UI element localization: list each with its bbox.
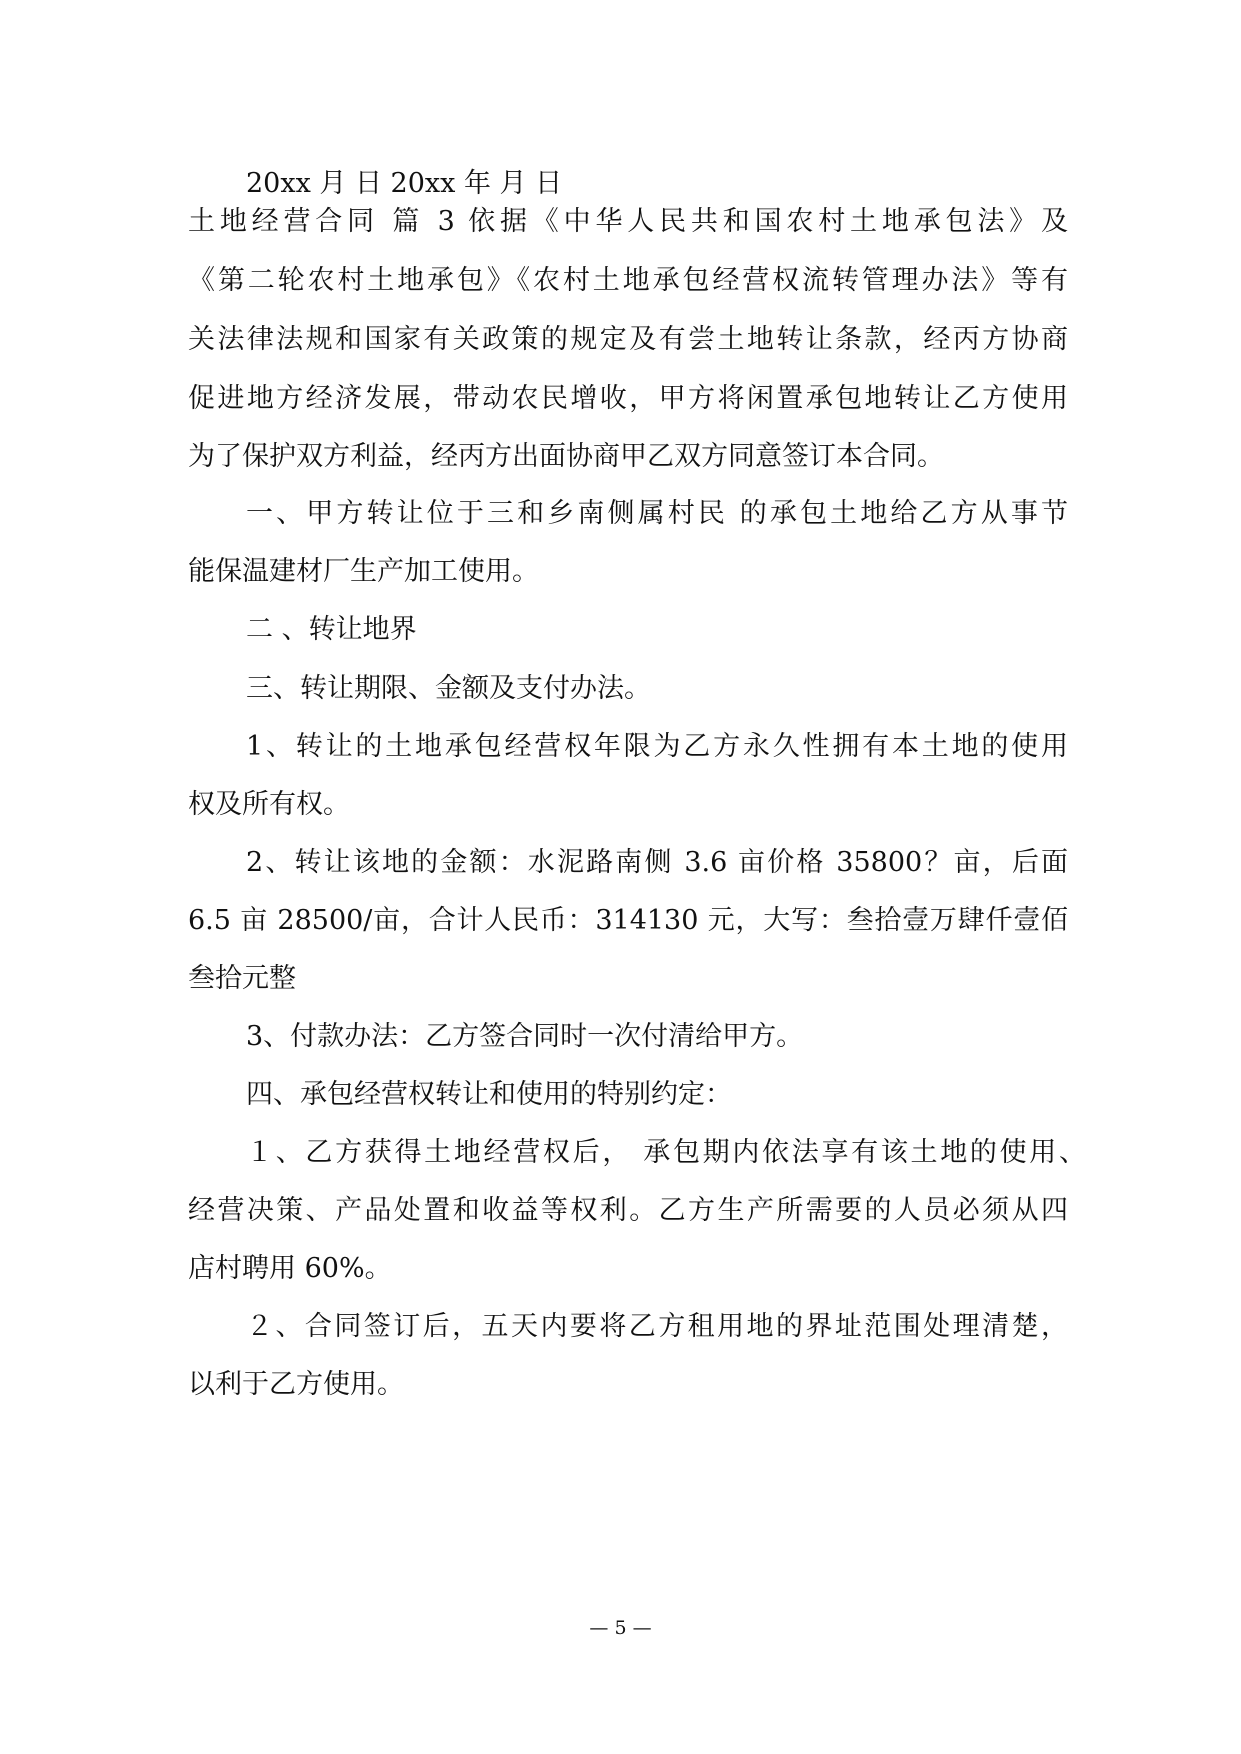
special-item-two-line: ２、合同签订后，五天内要将乙方租用地的界址范围处理清楚， bbox=[246, 1311, 1068, 1342]
paragraph-line: 土地经营合同 篇 3 依据《中华人民共和国农村土地承包法》及 bbox=[188, 206, 1068, 237]
special-item-one-line: 店村聘用 60%。 bbox=[188, 1253, 392, 1284]
item-two-line: 叁拾元整 bbox=[188, 963, 296, 994]
special-item-two-line: 以利于乙方使用。 bbox=[188, 1369, 404, 1400]
item-two-line: 6.5 亩 28500/亩，合计人民币：314130 元，大写：叁拾壹万肆仟壹佰 bbox=[188, 905, 1068, 936]
paragraph-line: 关法律法规和国家有关政策的规定及有尝土地转让条款，经丙方协商 bbox=[188, 324, 1068, 355]
clause-one-line: 一、甲方转让位于三和乡南侧属村民 的承包土地给乙方从事节 bbox=[246, 498, 1068, 529]
paragraph-line: 为了保护双方利益，经丙方出面协商甲乙双方同意签订本合同。 bbox=[188, 441, 944, 472]
clause-three-heading: 三、转让期限、金额及支付办法。 bbox=[246, 673, 651, 704]
date-line: 20xx 月 日 20xx 年 月 日 bbox=[246, 168, 563, 199]
clause-one-line: 能保温建材厂生产加工使用。 bbox=[188, 556, 539, 587]
clause-two-heading: 二 、转让地界 bbox=[246, 614, 417, 645]
paragraph-line: 促进地方经济发展，带动农民增收，甲方将闲置承包地转让乙方使用 bbox=[188, 383, 1068, 414]
item-one-line: 1、转让的土地承包经营权年限为乙方永久性拥有本土地的使用 bbox=[246, 731, 1068, 762]
clause-four-heading: 四、承包经营权转让和使用的特别约定： bbox=[246, 1079, 732, 1110]
special-item-one-line: １、乙方获得土地经营权后， 承包期内依法享有该土地的使用、 bbox=[246, 1137, 1086, 1168]
item-two-line: 2、转让该地的金额：水泥路南侧 3.6 亩价格 35800？亩，后面 bbox=[246, 847, 1068, 878]
paragraph-line: 《第二轮农村土地承包》《农村土地承包经营权流转管理办法》等有 bbox=[188, 265, 1068, 296]
special-item-one-line: 经营决策、产品处置和收益等权利。乙方生产所需要的人员必须从四 bbox=[188, 1195, 1068, 1226]
item-three-line: 3、付款办法：乙方签合同时一次付清给甲方。 bbox=[246, 1021, 804, 1052]
page-number: — 5 — bbox=[589, 1617, 652, 1639]
item-one-line: 权及所有权。 bbox=[188, 789, 350, 820]
